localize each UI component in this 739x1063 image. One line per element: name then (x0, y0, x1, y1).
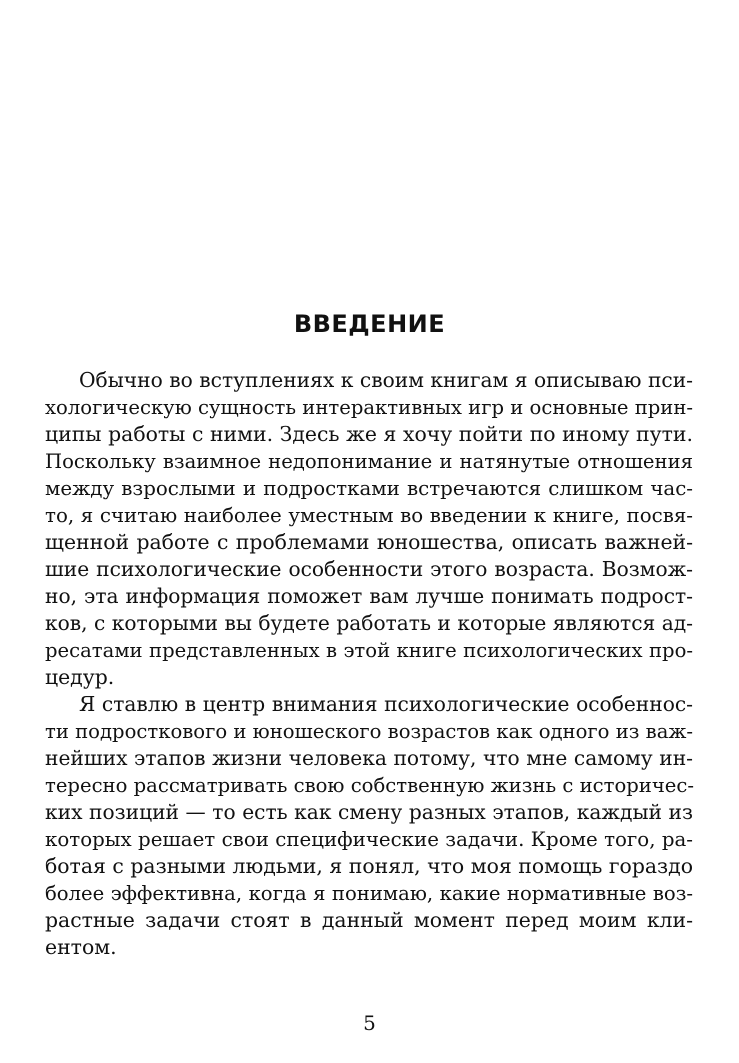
text-line: более эффективна, когда я понимаю, какие нормативные воз- (45, 882, 693, 905)
chapter-title: ВВЕДЕНИЕ (293, 310, 446, 338)
text-line: ких позиций — то есть как смену разных этапов, каждый из (45, 800, 693, 824)
text-line: растные задачи стоят в данный момент перед моим кли- (45, 908, 693, 932)
text-line: ботая с разными людьми, я понял, что моя помощь гораздо (45, 854, 693, 878)
text-line: между взрослыми и подростками встречаются слишком час- (45, 477, 693, 500)
text-line: тересно рассматривать свою собственную жизнь с историчес- (45, 774, 694, 797)
text-line: которых решает свои специфические задачи. Кроме того, ра- (45, 828, 693, 851)
text-line: хологическую сущность интерактивных игр и основные прин- (45, 396, 694, 419)
text-line: то, я считаю наиболее уместным во введении к книге, посвя- (45, 504, 693, 527)
text-line: но, эта информация поможет вам лучше понимать подрост- (45, 584, 693, 608)
text-line: нейших этапов жизни человека потому, что мне самому ин- (45, 746, 693, 770)
text-line: ципы работы с ними. Здесь же я хочу пойти по иному пути. (45, 422, 693, 446)
text-line: Поскольку взаимное недопонимание и натянутые отношения (45, 450, 693, 473)
text-line: ресатами представленных в этой книге психологических про- (45, 639, 693, 662)
text-line: Обычно во вступлениях к своим книгам я описываю пси- (79, 368, 693, 392)
text-line: шие психологические особенности этого возраста. Возмож- (45, 557, 693, 581)
text-line: цедур. (45, 665, 115, 689)
text-line: щенной работе с проблемами юношества, описать важней- (45, 530, 693, 554)
text-line: ти подросткового и юношеского возрастов как одного из важ- (45, 720, 694, 743)
text-line: Я ставлю в центр внимания психологические особеннос- (79, 692, 693, 716)
text-line: ентом. (45, 935, 117, 959)
text-line: ков, с которыми вы будете работать и которые являются ад- (45, 611, 693, 635)
page-number: 5 (363, 1011, 376, 1035)
